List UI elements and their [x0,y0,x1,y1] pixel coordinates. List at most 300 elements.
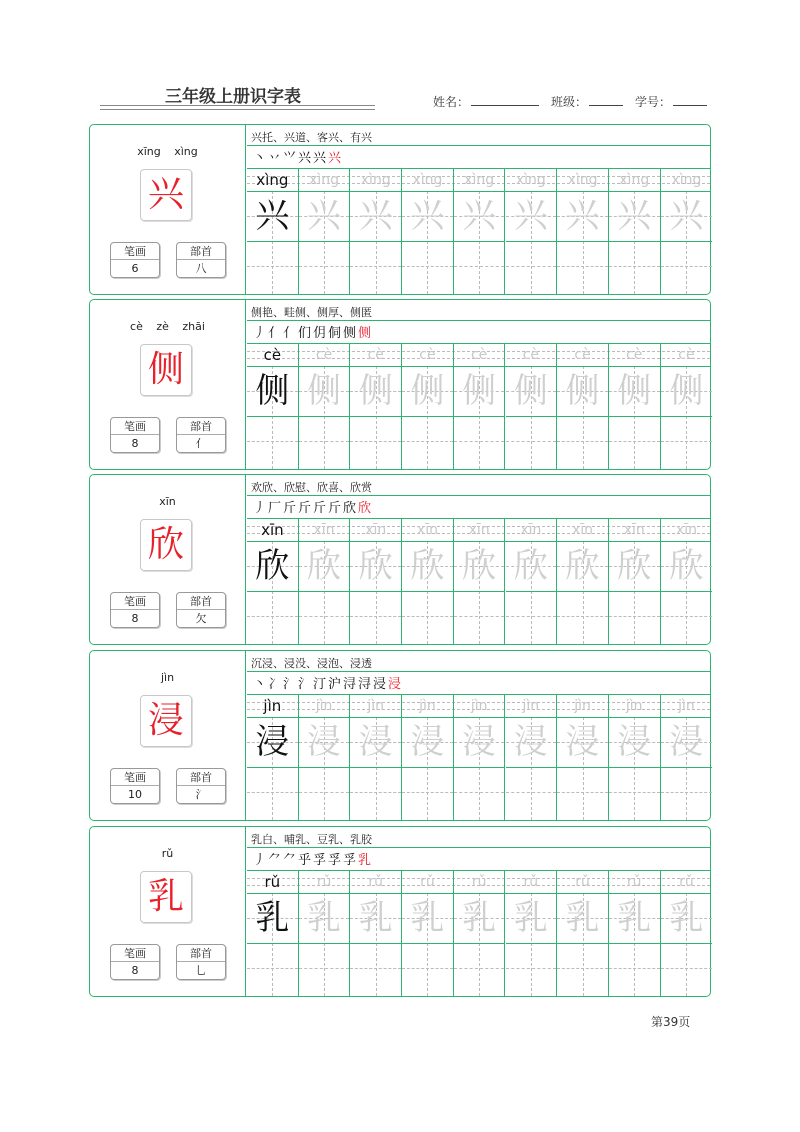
row-divider [609,416,660,417]
character-info-panel [90,651,246,820]
character-card [89,299,711,470]
practice-char: 浸 [462,722,497,762]
row-divider [557,241,608,242]
practice-cell[interactable] [402,871,454,996]
writing-area[interactable] [506,717,557,820]
practice-cell[interactable] [247,871,299,996]
character: 欣 [147,524,184,565]
writing-area[interactable] [609,541,660,644]
example-words: 沉浸、浸没、浸泡、浸透 [251,657,372,670]
practice-pinyin: xìng [360,172,391,188]
writing-area[interactable] [557,717,608,820]
character-box [140,344,192,396]
row-divider [557,943,608,944]
title-underline [100,105,375,106]
practice-pinyin: cè [522,347,539,363]
practice-panel [247,651,710,820]
guide-line-horizontal [661,441,713,442]
practice-cell[interactable] [247,169,299,294]
radical-value: 八 [195,262,207,275]
practice-char: 欣 [617,546,652,586]
character-card [89,124,711,295]
practice-cell[interactable] [557,169,609,294]
writing-area[interactable] [557,366,608,469]
practice-char: 兴 [513,196,548,236]
practice-cell[interactable] [247,344,299,469]
practice-cell[interactable] [661,169,713,294]
practice-pinyin: rǔ [626,874,642,890]
practice-char: 侧 [617,371,652,411]
practice-cell[interactable] [454,344,506,469]
writing-area[interactable] [454,541,505,644]
practice-char: 欣 [565,546,600,586]
practice-panel [247,125,710,294]
row-divider [350,416,401,417]
row-divider [609,241,660,242]
row-divider [661,767,713,768]
practice-pinyin: xìng [671,172,702,188]
row-divider [299,767,350,768]
radical-box [176,944,226,980]
stroke-count-value: 6 [131,262,139,275]
practice-char: 兴 [669,196,704,236]
class-field-label: 班级： [551,95,588,109]
practice-cell[interactable] [299,519,351,644]
practice-cell[interactable] [557,519,609,644]
character: 浸 [147,700,184,741]
practice-cell[interactable] [506,871,558,996]
stroke-count-label: 笔画 [111,593,159,610]
radical-value: 欠 [195,612,207,625]
student-info-fields [433,93,707,110]
stroke-step: 侧 [358,325,372,341]
row-divider [454,241,505,242]
practice-cell[interactable] [454,871,506,996]
stroke-order [253,147,341,165]
guide-line-horizontal [402,968,453,969]
practice-cell[interactable] [454,519,506,644]
guide-line-horizontal [557,968,608,969]
practice-cell[interactable] [402,519,454,644]
practice-panel [247,300,710,469]
writing-area[interactable] [506,541,557,644]
guide-line-horizontal [299,441,350,442]
character-box [140,169,192,221]
writing-area[interactable] [402,191,453,294]
practice-cell[interactable] [454,169,506,294]
stroke-count-box [110,768,160,804]
practice-cell[interactable] [299,344,351,469]
writing-area[interactable] [299,541,350,644]
practice-pinyin: xìng [412,172,443,188]
practice-pinyin: xìng [567,172,598,188]
practice-cell[interactable] [350,695,402,820]
radical-label: 部首 [177,243,225,260]
row-divider [557,767,608,768]
writing-area[interactable] [402,893,453,996]
stroke-step: 兴 [298,150,312,166]
practice-cell[interactable] [350,519,402,644]
stroke-order [253,497,371,515]
practice-pinyin: jìn [574,698,591,714]
stroke-count-box [110,417,160,453]
practice-pinyin: cè [315,347,333,363]
practice-grid [247,519,710,644]
stroke-step: 丿 [253,325,267,341]
stroke-step: 斤 [283,500,297,516]
guide-line-horizontal [350,266,401,267]
guide-line-horizontal [506,441,557,442]
guide-line-horizontal [661,968,713,969]
stroke-step: 乎 [298,852,312,868]
practice-char: 乳 [617,898,652,938]
writing-area[interactable] [609,191,660,294]
stroke-step: 丷 [268,150,282,166]
guide-line-horizontal [557,616,608,617]
stroke-step: 孚 [343,852,357,868]
practice-char: 乳 [669,898,704,938]
practice-char: 乳 [410,898,445,938]
guide-line-horizontal [350,441,401,442]
row-divider [402,591,453,592]
stroke-step: 亻 [268,325,282,341]
practice-char: 欣 [307,546,342,586]
stroke-step: 兴 [313,150,327,166]
writing-area[interactable] [661,893,713,996]
practice-char: 兴 [617,196,652,236]
practice-char: 浸 [565,722,600,762]
practice-cell[interactable] [609,519,661,644]
stroke-step: 仴 [313,325,327,341]
practice-cell[interactable] [661,344,713,469]
practice-pinyin: xìng [619,172,650,188]
row-divider [506,943,557,944]
writing-area[interactable] [506,893,557,996]
example-words: 侧艳、畦侧、侧厚、侧匿 [251,306,372,319]
practice-cell[interactable] [350,871,402,996]
practice-char: 浸 [410,722,445,762]
writing-area[interactable] [299,717,350,820]
writing-area[interactable] [454,717,505,820]
row-divider [661,591,713,592]
stroke-count-label: 笔画 [111,945,159,962]
guide-line-horizontal [402,266,453,267]
pinyin: jìn [160,671,175,684]
writing-area[interactable] [247,893,298,996]
writing-area[interactable] [350,893,401,996]
practice-cell[interactable] [557,344,609,469]
practice-char: 欣 [669,546,704,586]
practice-cell[interactable] [506,519,558,644]
practice-char: 侧 [410,371,445,411]
stroke-step: ⺍ [283,150,297,166]
character-card [89,474,711,645]
row-divider [299,416,350,417]
practice-char: 乳 [565,898,600,938]
row-divider [609,767,660,768]
practice-cell[interactable] [609,344,661,469]
practice-pinyin: cè [263,346,282,364]
practice-char: 侧 [358,371,393,411]
writing-area[interactable] [661,541,713,644]
writing-area[interactable] [661,191,713,294]
practice-cell[interactable] [402,344,454,469]
practice-char: 欣 [410,546,445,586]
stroke-step: 欣 [343,500,357,516]
guide-line-horizontal [557,266,608,267]
writing-area[interactable] [350,191,401,294]
stroke-order [253,673,401,691]
row-divider [247,241,298,242]
practice-pinyin: jìn [522,698,540,714]
row-divider [661,416,713,417]
writing-area[interactable] [609,717,660,820]
practice-pinyin: xīn [572,522,594,538]
stroke-step: 浔 [358,676,372,692]
stroke-step: 浸 [388,676,402,692]
writing-area[interactable] [557,191,608,294]
practice-pinyin: rǔ [264,873,281,891]
row-divider [247,717,710,718]
practice-cell[interactable] [661,695,713,820]
writing-area[interactable] [557,541,608,644]
writing-area[interactable] [402,366,453,469]
practice-cell[interactable] [402,169,454,294]
radical-label: 部首 [177,769,225,786]
row-divider [299,943,350,944]
stroke-count-label: 笔画 [111,418,159,435]
writing-area[interactable] [350,366,401,469]
example-words: 乳白、哺乳、豆乳、乳胶 [251,833,372,846]
character-info-panel [90,125,246,294]
writing-area[interactable] [454,366,505,469]
stroke-step: 沪 [328,676,342,692]
writing-area[interactable] [350,541,401,644]
practice-cell[interactable] [557,871,609,996]
writing-area[interactable] [454,893,505,996]
class-field-line[interactable] [589,94,623,106]
practice-pinyin: xìng [464,172,495,188]
practice-cell[interactable] [350,169,402,294]
practice-pinyin: jìn [367,698,385,714]
practice-panel [247,475,710,644]
guide-line-horizontal [609,792,660,793]
name-field[interactable] [433,93,539,110]
stroke-count-label: 笔画 [111,243,159,260]
practice-cell[interactable] [661,871,713,996]
row-divider [247,416,298,417]
guide-line-horizontal [299,616,350,617]
writing-area[interactable] [299,366,350,469]
guide-line-horizontal [506,616,557,617]
row-divider [454,943,505,944]
stroke-count-value: 8 [131,964,139,977]
character-box [140,695,192,747]
practice-pinyin: rǔ [523,874,539,890]
practice-cell[interactable] [609,871,661,996]
practice-char: 兴 [410,196,445,236]
stroke-step: 汀 [313,676,327,692]
row-divider [402,767,453,768]
guide-line-horizontal [454,968,505,969]
practice-cell[interactable] [609,169,661,294]
practice-grid [247,695,710,820]
practice-cell[interactable] [506,169,558,294]
guide-line-horizontal [557,792,608,793]
character-card [89,826,711,997]
practice-pinyin: jìn [263,697,282,715]
name-field-label: 姓名： [433,95,470,109]
practice-pinyin: rǔ [575,874,590,890]
practice-cell[interactable] [506,344,558,469]
guide-line-horizontal [247,441,298,442]
row-divider [247,541,710,542]
student-number-field[interactable] [635,93,707,110]
guide-line-horizontal [350,968,401,969]
practice-grid [247,169,710,294]
stroke-order [253,322,371,340]
pinyin: rǔ [161,847,174,860]
practice-char: 侧 [255,371,290,411]
practice-char: 欣 [513,546,548,586]
practice-cell[interactable] [402,695,454,820]
practice-pinyin: xìng [309,172,339,188]
writing-area[interactable] [661,717,713,820]
practice-cell[interactable] [506,695,558,820]
row-divider [661,943,713,944]
writing-area[interactable] [247,717,298,820]
writing-area[interactable] [661,366,713,469]
radical-box [176,417,226,453]
class-field[interactable] [551,93,623,110]
practice-cell[interactable] [557,695,609,820]
writing-area[interactable] [247,366,298,469]
stroke-step: 丿 [253,852,267,868]
character-box [140,519,192,571]
row-divider [402,241,453,242]
practice-cell[interactable] [247,695,299,820]
stroke-step: 亻 [283,325,297,341]
example-words: 欢欣、欣慰、欣喜、欣赏 [251,481,372,494]
guide-line-horizontal [299,968,350,969]
stroke-step: ⺈ [283,852,297,868]
radical-label: 部首 [177,593,225,610]
row-divider [350,943,401,944]
name-field-line[interactable] [471,94,539,106]
stroke-step: 斤 [298,500,312,516]
row-divider [454,591,505,592]
practice-char: 欣 [255,546,290,586]
writing-area[interactable] [506,191,557,294]
practice-pinyin: jìn [625,698,643,714]
practice-char: 侧 [565,371,600,411]
practice-cell[interactable] [609,695,661,820]
stroke-count-value: 8 [131,437,139,450]
stroke-step: 斤 [313,500,327,516]
page-title: 三年级上册识字表 [165,87,301,107]
stroke-step: 浸 [373,676,387,692]
character: 侧 [147,349,184,390]
stroke-step: 丶 [253,150,267,166]
character-info-panel [90,475,246,644]
practice-char: 浸 [358,722,393,762]
practice-cell[interactable] [247,519,299,644]
writing-area[interactable] [506,366,557,469]
writing-area[interactable] [609,893,660,996]
writing-area[interactable] [609,366,660,469]
character-info-panel [90,300,246,469]
writing-area[interactable] [350,717,401,820]
row-divider [247,893,710,894]
practice-char: 兴 [307,196,342,236]
practice-cell[interactable] [454,695,506,820]
stroke-step: 孚 [328,852,342,868]
practice-pinyin: cè [574,347,591,363]
stroke-step: ⺈ [268,852,282,868]
guide-line-horizontal [454,441,505,442]
practice-pinyin: jìn [678,698,695,714]
practice-char: 浸 [513,722,548,762]
radical-box [176,768,226,804]
practice-cell[interactable] [299,871,351,996]
row-divider [299,591,350,592]
practice-pinyin: xīn [416,522,438,538]
practice-cell[interactable] [661,519,713,644]
guide-line-horizontal [609,441,660,442]
writing-area[interactable] [557,893,608,996]
writing-area[interactable] [299,191,350,294]
practice-cell[interactable] [350,344,402,469]
guide-line-horizontal [454,616,505,617]
practice-pinyin: xīn [313,522,335,538]
stroke-step: 浔 [343,676,357,692]
radical-box [176,242,226,278]
writing-area[interactable] [454,191,505,294]
row-divider [506,416,557,417]
guide-line-horizontal [402,616,453,617]
row-divider [299,241,350,242]
row-divider [506,241,557,242]
writing-area[interactable] [402,717,453,820]
student-number-field-line[interactable] [673,94,707,106]
practice-pinyin: jìn [470,698,488,714]
stroke-count-box [110,592,160,628]
guide-line-horizontal [454,266,505,267]
row-divider [506,767,557,768]
writing-area[interactable] [247,541,298,644]
guide-line-horizontal [506,968,557,969]
practice-cell[interactable] [299,169,351,294]
radical-value: 亻 [195,437,207,450]
stroke-step: 冫 [268,676,282,692]
page-number: 第39页 [651,1015,691,1029]
row-divider [557,416,608,417]
guide-line-horizontal [506,266,557,267]
guide-line-horizontal [402,792,453,793]
stroke-count-value: 10 [128,788,142,801]
guide-line-horizontal [350,616,401,617]
writing-area[interactable] [402,541,453,644]
stroke-order [253,849,371,867]
practice-char: 兴 [462,196,497,236]
practice-cell[interactable] [299,695,351,820]
writing-area[interactable] [247,191,298,294]
writing-area[interactable] [299,893,350,996]
row-divider [506,591,557,592]
practice-pinyin: jìn [315,698,333,714]
practice-char: 乳 [513,898,548,938]
row-divider [247,767,298,768]
